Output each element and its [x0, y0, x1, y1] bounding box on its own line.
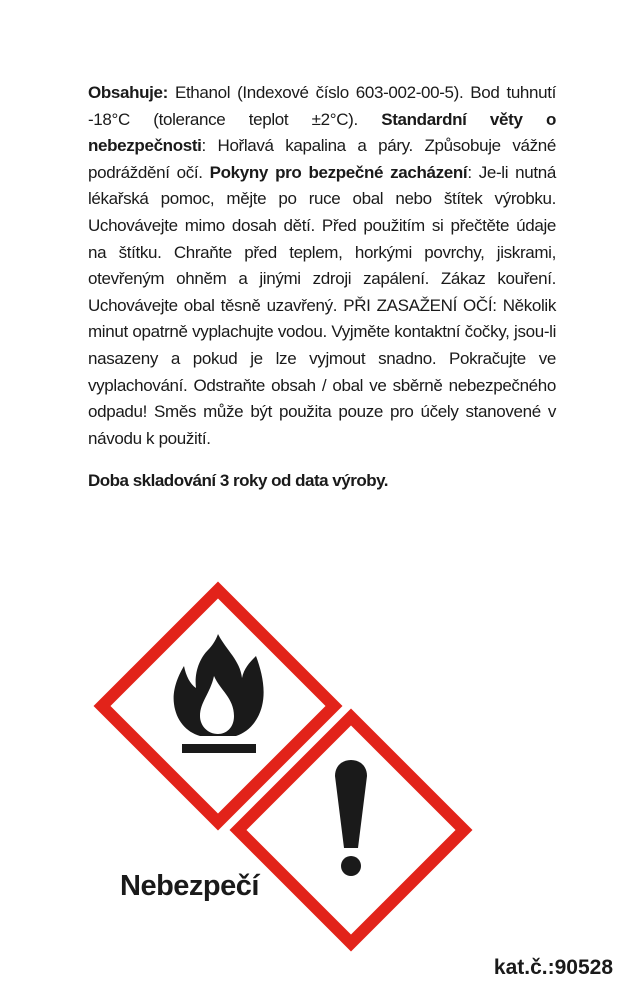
contains-heading: Obsahuje:	[88, 83, 168, 102]
hazard-statements-text: : Hořlavá kapalina a páry. Způsobuje vážné podráždění očí.	[88, 136, 556, 182]
storage-note: Doba skladování 3 roky od data výroby.	[88, 471, 389, 490]
contains-text: Ethanol (Indexové číslo 603-002-00-5). Bod tuhnutí -18°C (tolerance teplot ±2°C).	[88, 83, 556, 129]
precautionary-heading: Pokyny pro bezpečné zacházení	[209, 162, 468, 182]
precautionary-text: : Je-li nutná lékařská pomoc, mějte po ruce obal nebo štítek výrobku. Uchovávejte mimo dosah dětí. Před použitím si přečtěte údaje na štítku. Chraňte před teplem, horkými povrchy, jiskrami, otevřeným ohněm a jinými zdroji zapálení. Zákaz kouření. Uchovávejte obal těsně uzavřený. PŘI ZASAŽENÍ OČÍ: Několik minut opatrně vyplachujte vodou. Vyjměte kontaktní čočky, jsou-li nasazeny a pokud je lze vyjmout snadno. Pokračujte ve vyplachování. Odstraňte obsah / obal ve sběrně nebezpečného odpadu! Směs může být použita pouze pro účely stanovené v návodu k použití.	[88, 162, 556, 448]
hazard-statements-heading: Standardní věty o nebezpečnosti	[88, 109, 556, 156]
signal-word: Nebezpečí	[120, 870, 259, 902]
catalog-number: kat.č.:90528	[493, 956, 613, 979]
